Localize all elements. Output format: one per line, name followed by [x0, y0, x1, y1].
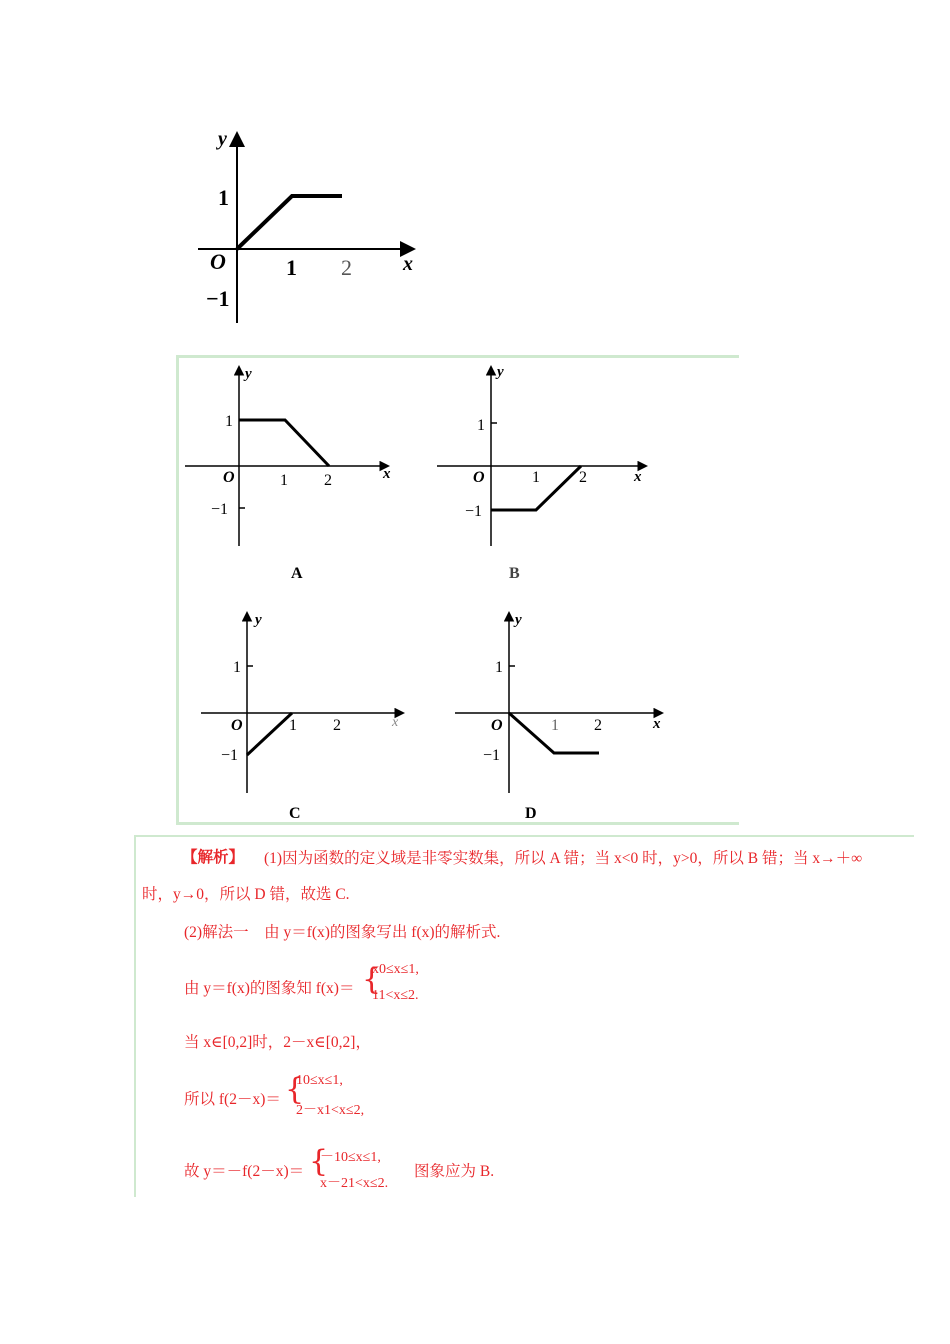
x-tick-2: 2 [341, 255, 352, 280]
case-6-1: 10≤x≤1, [296, 1073, 343, 1088]
answer-options-panel [176, 355, 739, 825]
svg-text:2: 2 [594, 717, 602, 734]
analysis-line-7-suffix: 图象应为 B. [414, 1163, 495, 1180]
main-function-graph [190, 125, 430, 325]
svg-text:1: 1 [495, 659, 503, 676]
svg-text:1: 1 [280, 472, 288, 489]
analysis-line-5: 当 x∈[0,2]时，2－x∈[0,2]， [184, 1034, 371, 1051]
analysis-tag: 【解析】 [182, 849, 245, 866]
y-axis-label: y [218, 128, 227, 150]
svg-text:1: 1 [551, 717, 559, 734]
svg-text:x: x [392, 715, 399, 730]
analysis-line-6-prefix: 所以 f(2－x)＝ [184, 1091, 281, 1108]
svg-text:1: 1 [225, 413, 233, 430]
svg-text:y: y [497, 364, 504, 380]
case-4-2: 11<x≤2. [372, 988, 419, 1003]
x-axis-label: x [403, 253, 413, 275]
analysis-line-3: (2)解法一 由 y＝f(x)的图象写出 f(x)的解析式. [184, 924, 501, 941]
svg-text:y: y [515, 612, 522, 628]
option-d-graph[interactable] [455, 612, 661, 822]
function-curve [237, 196, 342, 249]
svg-text:1: 1 [477, 417, 485, 434]
y-tick-1: 1 [218, 185, 229, 210]
option-c-label: C [289, 805, 301, 822]
svg-text:2: 2 [333, 717, 341, 734]
svg-text:−1: −1 [483, 747, 501, 764]
case-6-2: 2－x1<x≤2, [296, 1103, 365, 1118]
option-a-curve [239, 420, 329, 466]
option-b-graph[interactable] [437, 364, 645, 582]
case-7-2: x－21<x≤2. [320, 1176, 389, 1191]
option-c-graph[interactable] [201, 612, 402, 822]
svg-text:−1: −1 [465, 503, 483, 520]
svg-text:x: x [383, 466, 391, 482]
svg-text:x: x [653, 716, 661, 732]
svg-text:−1: −1 [211, 501, 229, 518]
option-c-curve [247, 713, 292, 755]
svg-text:O: O [473, 469, 485, 486]
case-7-1: －10≤x≤1, [320, 1150, 381, 1165]
svg-text:−1: −1 [221, 747, 239, 764]
option-a-label: A [291, 565, 303, 582]
svg-text:O: O [231, 717, 243, 734]
brace-1: { [362, 962, 382, 997]
analysis-line-2: 时，y→0，所以 D 错，故选 C. [142, 886, 350, 903]
analysis-panel [134, 835, 914, 1197]
brace-2: { [285, 1072, 305, 1107]
svg-text:1: 1 [233, 659, 241, 676]
brace-3: { [309, 1144, 329, 1179]
svg-text:1: 1 [532, 469, 540, 486]
option-b-label: B [509, 565, 520, 582]
svg-text:2: 2 [579, 469, 587, 486]
option-d-label: D [525, 805, 537, 822]
svg-text:y: y [255, 612, 262, 628]
analysis-line-7-prefix: 故 y＝－f(2－x)＝ [184, 1163, 305, 1180]
svg-text:O: O [223, 469, 235, 486]
option-a-graph[interactable] [185, 366, 391, 582]
analysis-line-1: (1)因为函数的定义域是非零实数集，所以 A 错；当 x<0 时，y>0，所以 B 错；当 x→＋∞ [264, 850, 863, 867]
svg-text:1: 1 [289, 717, 297, 734]
svg-text:x: x [634, 469, 642, 485]
svg-text:2: 2 [324, 472, 332, 489]
origin-label: O [210, 249, 226, 274]
svg-text:y: y [245, 366, 252, 382]
analysis-line-4-prefix: 由 y＝f(x)的图象知 f(x)＝ [184, 980, 355, 997]
svg-text:O: O [491, 717, 503, 734]
y-tick-neg1: −1 [206, 286, 230, 311]
case-4-1: x0≤x≤1, [372, 962, 419, 977]
x-tick-1: 1 [286, 255, 297, 280]
